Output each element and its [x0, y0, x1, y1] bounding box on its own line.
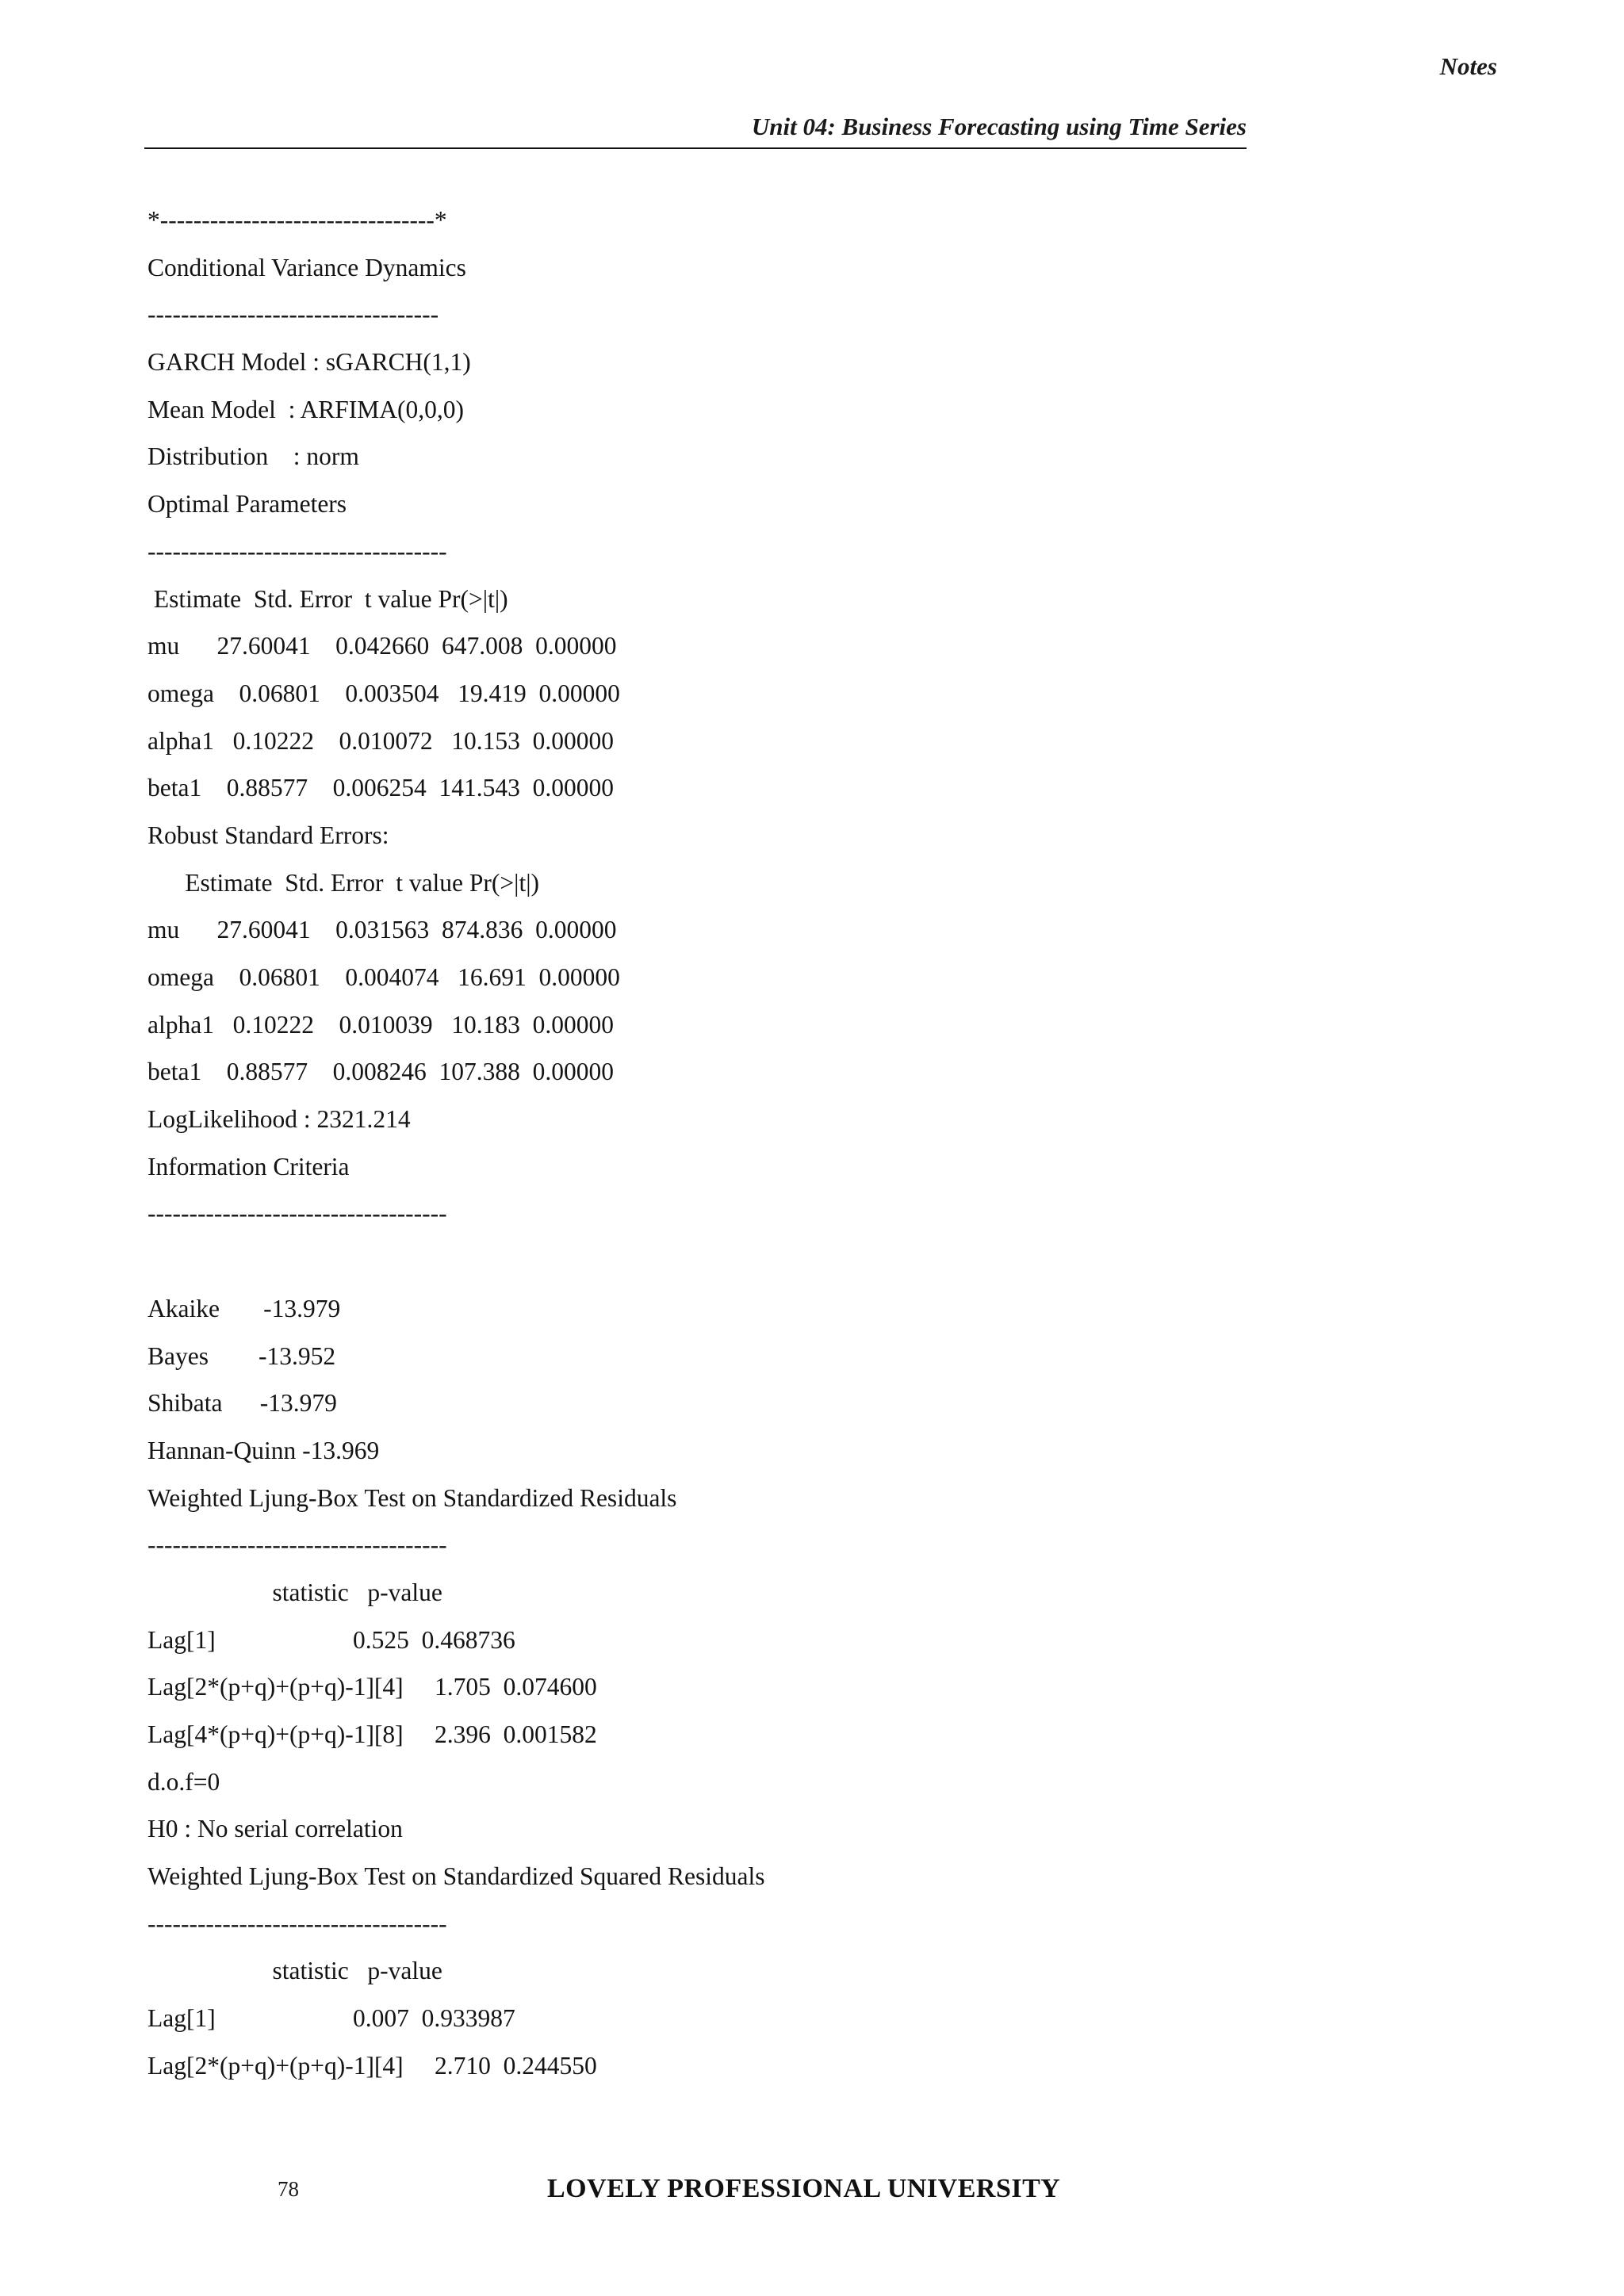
- university-name: LOVELY PROFESSIONAL UNIVERSITY: [547, 2174, 1061, 2203]
- output-line: Lag[2*(p+q)+(p+q)-1][4] 1.705 0.074600: [147, 1673, 597, 1701]
- unit-title: Unit 04: Business Forecasting using Time Series: [751, 113, 1247, 140]
- output-line: Estimate Std. Error t value Pr(>|t|): [147, 868, 540, 897]
- output-line: alpha1 0.10222 0.010039 10.183 0.00000: [147, 1010, 614, 1039]
- output-line: Lag[4*(p+q)+(p+q)-1][8] 2.396 0.001582: [147, 1720, 597, 1748]
- output-line: alpha1 0.10222 0.010072 10.153 0.00000: [147, 726, 614, 755]
- output-line: Information Criteria: [147, 1152, 350, 1181]
- output-line: ------------------------------------: [147, 537, 447, 565]
- page-number: 78: [278, 2177, 299, 2201]
- output-line: Lag[1] 0.525 0.468736: [147, 1625, 515, 1654]
- output-line: mu 27.60041 0.031563 874.836 0.00000: [147, 916, 617, 944]
- output-line: -----------------------------------: [147, 300, 439, 329]
- output-line: Conditional Variance Dynamics: [147, 253, 466, 281]
- output-line: statistic p-value: [147, 1957, 442, 1985]
- output-line: Shibata -13.979: [147, 1389, 337, 1418]
- output-line: [147, 1238, 1178, 1285]
- output-line: Hannan-Quinn -13.969: [147, 1436, 380, 1464]
- output-line: LogLikelihood : 2321.214: [147, 1105, 411, 1134]
- output-line: omega 0.06801 0.003504 19.419 0.00000: [147, 679, 620, 707]
- output-line: Bayes -13.952: [147, 1341, 336, 1370]
- output-line: Weighted Ljung-Box Test on Standardized Residuals: [147, 1483, 677, 1512]
- output-line: Akaike -13.979: [147, 1294, 341, 1322]
- output-line: H0 : No serial correlation: [147, 1815, 403, 1843]
- output-line: Lag[2*(p+q)+(p+q)-1][4] 2.710 0.244550: [147, 2051, 597, 2080]
- output-line: Robust Standard Errors:: [147, 821, 389, 849]
- output-line: beta1 0.88577 0.006254 141.543 0.00000: [147, 774, 614, 802]
- output-line: ------------------------------------: [147, 1531, 447, 1559]
- output-line: beta1 0.88577 0.008246 107.388 0.00000: [147, 1058, 614, 1086]
- output-line: omega 0.06801 0.004074 16.691 0.00000: [147, 963, 620, 991]
- output-line: Optimal Parameters: [147, 490, 347, 519]
- output-line: Estimate Std. Error t value Pr(>|t|): [147, 584, 508, 613]
- garch-output-block: [147, 197, 1178, 2090]
- output-line: Distribution : norm: [147, 442, 359, 471]
- output-line: statistic p-value: [147, 1578, 442, 1606]
- output-line: Lag[1] 0.007 0.933987: [147, 2004, 515, 2033]
- header-rule: [144, 147, 1247, 149]
- output-line: Mean Model : ARFIMA(0,0,0): [147, 395, 464, 423]
- output-line: *---------------------------------*: [147, 206, 447, 234]
- notes-label: Notes: [1439, 52, 1497, 80]
- output-line: d.o.f=0: [147, 1767, 220, 1796]
- output-line: GARCH Model : sGARCH(1,1): [147, 348, 471, 377]
- output-line: mu 27.60041 0.042660 647.008 0.00000: [147, 632, 617, 660]
- output-line: ------------------------------------: [147, 1200, 447, 1228]
- output-line: ------------------------------------: [147, 1909, 447, 1938]
- output-line: Weighted Ljung-Box Test on Standardized Squared Residuals: [147, 1862, 765, 1891]
